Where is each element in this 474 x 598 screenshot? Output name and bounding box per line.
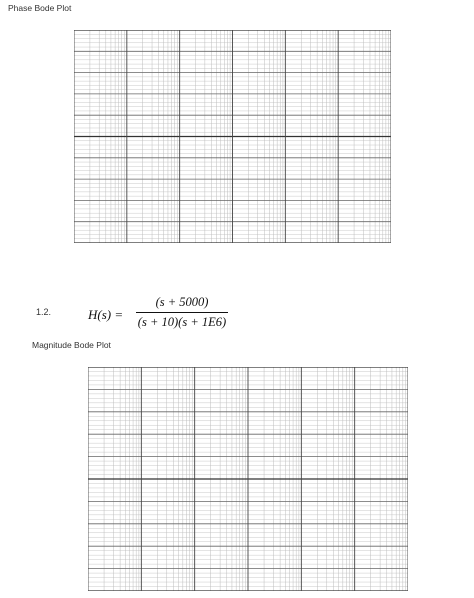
equation-lhs: H(s) = bbox=[88, 307, 124, 322]
fraction-bar bbox=[136, 312, 228, 313]
problem-number: 1.2. bbox=[36, 307, 52, 317]
magnitude-bode-grid bbox=[88, 367, 408, 591]
magnitude-plot-title: Magnitude Bode Plot bbox=[32, 340, 111, 350]
transfer-function-equation bbox=[88, 294, 238, 334]
phase-bode-grid bbox=[74, 30, 391, 243]
equation-numerator: (s + 5000) bbox=[155, 295, 209, 309]
phase-plot-title: Phase Bode Plot bbox=[8, 3, 72, 13]
equation-denominator: (s + 10)(s + 1E6) bbox=[137, 315, 227, 329]
